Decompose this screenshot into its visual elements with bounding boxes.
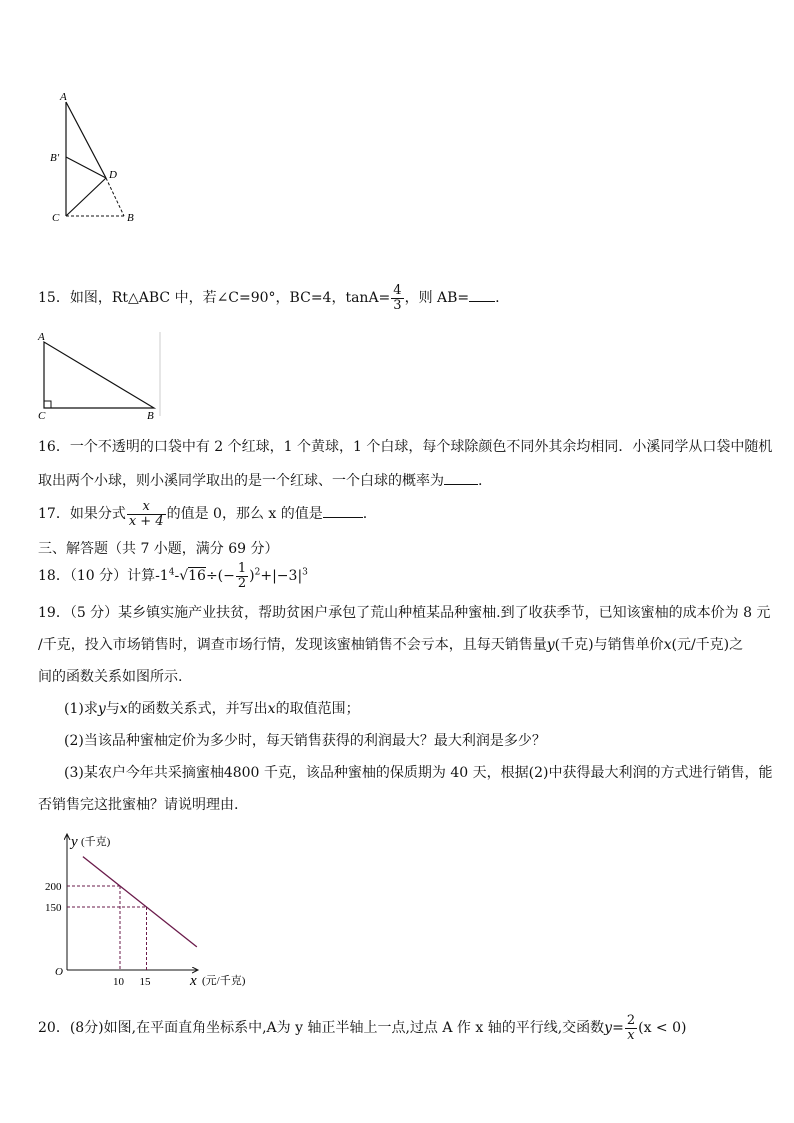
question-20: 20．(8分)如图,在平面直角坐标系中,A为 y 轴正半轴上一点,过点 A 作 x 轴的平行线,交函数y= $\frac{2}{x}$ (x < 0)	[38, 1013, 687, 1043]
label-D: D	[109, 169, 117, 181]
question-16-line2: 取出两个小球，则小溪同学取出的是一个红球、一个白球的概率为 .	[38, 473, 483, 489]
fraction-2-over-x: $\frac{2}{x}$	[626, 1013, 636, 1043]
fraction-4-3: $\frac{4}{3}$	[393, 283, 402, 313]
answer-blank[interactable]	[444, 472, 478, 485]
segment-CD	[66, 178, 106, 216]
section-title: 三、解答题（共 7 小题，满分 69 分）	[38, 541, 279, 557]
label-C: C	[52, 212, 60, 224]
question-19-part3-line1: (3)某农户今年共采摘蜜柚4800 千克，该品种蜜柚的保质期为 40 天，根据(2)中获得最大利润的方式进行销售，能	[64, 765, 773, 781]
answer-blank[interactable]	[323, 505, 363, 518]
q15-text: 15．如图，Rt△ABC 中，若∠C=90°，BC=4，tanA=	[38, 290, 391, 307]
label-Bprime: B′	[50, 152, 60, 164]
sales-line-chart	[40, 826, 280, 994]
origin-label: O	[55, 966, 63, 978]
question-17: 17．如果分式 $\frac{x}{x + 4}$ 的值是 0，那么 x 的值是 .	[38, 499, 368, 529]
question-19-part3-line2: 否销售完这批蜜柚？请说明理由.	[38, 797, 239, 813]
x-tick-label: 15	[139, 976, 151, 988]
question-19-line3: 间的函数关系如图所示.	[38, 669, 183, 685]
answer-blank[interactable]	[469, 289, 495, 302]
fraction-one-half: $\frac{1}{2}$	[237, 561, 247, 591]
sqrt-symbol: √	[179, 568, 189, 585]
series-line	[83, 857, 197, 947]
label-B: B	[127, 212, 134, 224]
segment-AD	[66, 102, 106, 178]
question-19-part2: (2)当该品种蜜柚定价为多少时，每天销售获得的利润最大？最大利润是多少？	[64, 733, 546, 749]
question-15: 15．如图，Rt△ABC 中，若∠C=90°，BC=4，tanA= $\frac{4}{3}$ ，则 AB= .	[38, 283, 500, 313]
question-16-line1: 16．一个不透明的口袋中有 2 个红球，1 个黄球，1 个白球，每个球除颜色不同外其余均相同．小溪同学从口袋中随机	[38, 439, 773, 455]
x-axis-variable: x	[190, 973, 197, 989]
x-axis-label: (元/千克)	[202, 975, 246, 987]
triangle-ABC	[44, 342, 154, 408]
question-19-line2: /千克，投入市场销售时，调查市场行情，发现该蜜柚销售不会亏本，且每天销售量y(千克)与销售单价x(元/千克)之	[38, 637, 744, 653]
question-18: 18．（10 分）计算$-1^4-√16\div(-$ $\frac{1}{2}$ )$^2+|-3|^3$	[38, 561, 308, 591]
figure-fold-triangle	[46, 90, 146, 230]
label-A: A	[60, 91, 67, 103]
label-A: A	[38, 331, 45, 343]
y-tick-label: 200	[45, 881, 62, 893]
question-19-part1: (1)求y与x的函数关系式，并写出x的取值范围；	[64, 701, 360, 717]
fraction-x-over-x-plus-4: $\frac{x}{x + 4}$	[128, 499, 164, 529]
y-axis-label: (千克)	[81, 836, 111, 848]
segment-DB-dashed	[106, 178, 124, 216]
y-axis-variable: y	[71, 834, 78, 850]
label-C: C	[38, 410, 46, 422]
figure-right-triangle	[34, 330, 164, 422]
y-tick-label: 150	[45, 902, 62, 914]
q15-text-after: ，则 AB=	[404, 290, 470, 307]
x-tick-label: 10	[113, 976, 124, 988]
question-19-line1: 19．（5 分）某乡镇实施产业扶贫，帮助贫困户承包了荒山种植某品种蜜柚.到了收获季节，已知该蜜柚的成本价为 8 元	[38, 605, 771, 621]
label-B: B	[147, 410, 154, 422]
right-angle-mark	[44, 401, 51, 408]
